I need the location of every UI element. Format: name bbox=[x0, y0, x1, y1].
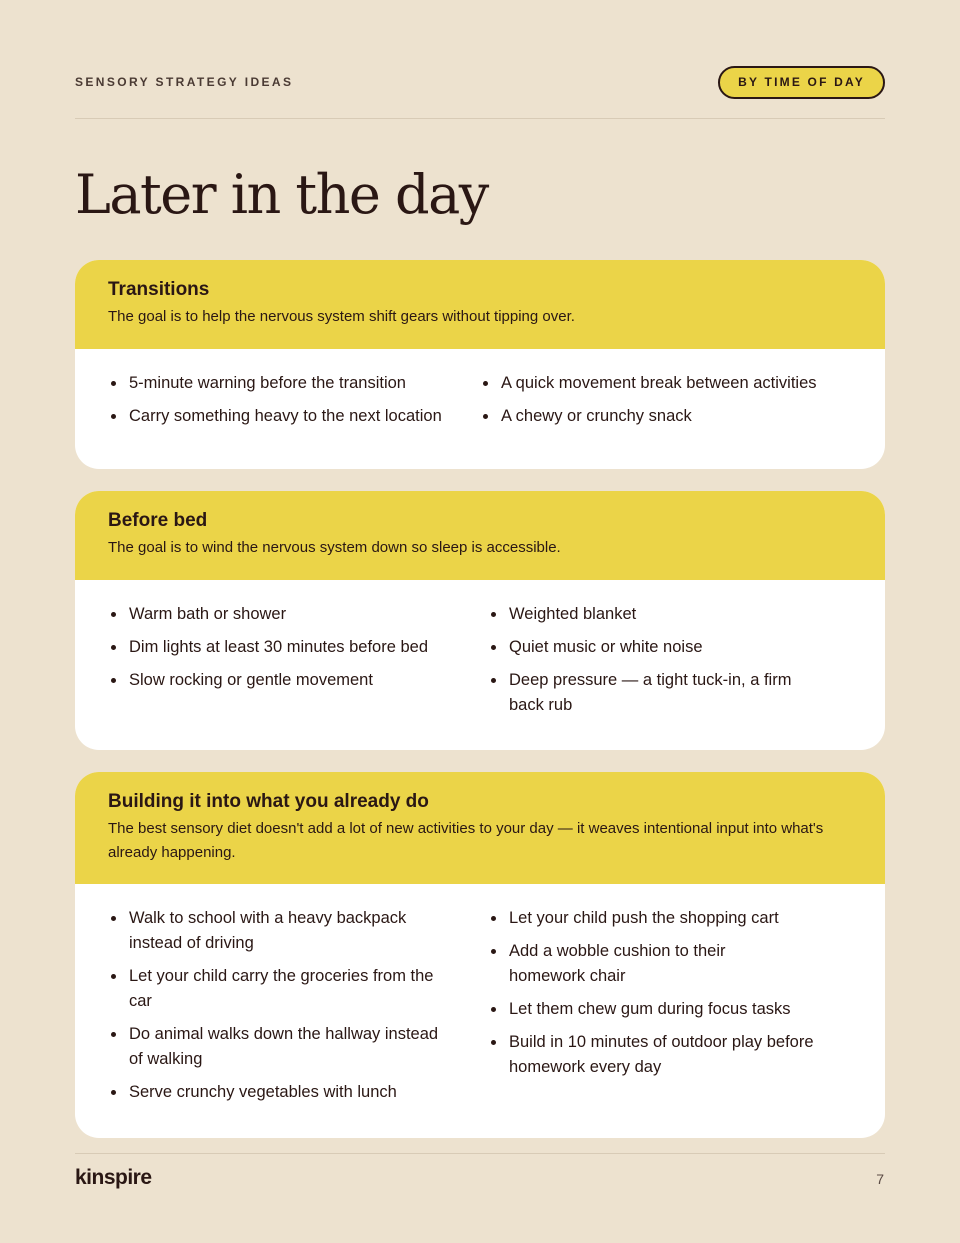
left-column bbox=[108, 371, 480, 437]
section-eyebrow: SENSORY STRATEGY IDEAS bbox=[75, 75, 294, 89]
left-column bbox=[108, 906, 488, 1113]
card-description: The goal is to help the nervous system shift gears without tipping over. bbox=[108, 308, 575, 325]
left-column bbox=[108, 602, 488, 726]
list-item: Let your child push the shopping cart bbox=[488, 906, 833, 931]
card-title: Building it into what you already do bbox=[108, 791, 429, 812]
strategy-columns bbox=[75, 580, 885, 726]
strategy-columns bbox=[75, 884, 885, 1113]
page-header bbox=[75, 64, 885, 100]
list-item: A quick movement break between activities bbox=[480, 371, 852, 396]
building-it-in-card bbox=[75, 772, 885, 1138]
card-description: The best sensory diet doesn't add a lot of new activities to your day — it weaves intentional input into what's already happening. bbox=[108, 820, 824, 861]
list-item: Let them chew gum during focus tasks bbox=[488, 997, 833, 1022]
before-bed-card bbox=[75, 491, 885, 750]
right-column bbox=[488, 602, 818, 726]
list-item: Let your child carry the groceries from the car bbox=[108, 964, 448, 1014]
card-header bbox=[75, 491, 885, 580]
card-description: The goal is to wind the nervous system down so sleep is accessible. bbox=[108, 539, 561, 556]
list-item: Do animal walks down the hallway instead of walking bbox=[108, 1022, 448, 1072]
list-item: A chewy or crunchy snack bbox=[480, 404, 852, 429]
list-item: Deep pressure — a tight tuck-in, a firm back rub bbox=[488, 668, 818, 718]
card-header bbox=[75, 260, 885, 349]
strategy-columns bbox=[75, 349, 885, 437]
right-column bbox=[480, 371, 852, 437]
list-item: Add a wobble cushion to their homework chair bbox=[488, 939, 833, 989]
list-item: Weighted blanket bbox=[488, 602, 818, 627]
right-column bbox=[488, 906, 833, 1113]
page-title: Later in the day bbox=[75, 163, 488, 226]
card-title: Transitions bbox=[108, 279, 210, 300]
list-item: Quiet music or white noise bbox=[488, 635, 818, 660]
card-header bbox=[75, 772, 885, 884]
kinspire-logo: kinspire bbox=[75, 1166, 152, 1189]
page-number: 7 bbox=[876, 1171, 884, 1187]
list-item: Warm bath or shower bbox=[108, 602, 488, 627]
card-title: Before bed bbox=[108, 510, 208, 531]
list-item: Dim lights at least 30 minutes before bed bbox=[108, 635, 488, 660]
footer-divider bbox=[75, 1153, 885, 1154]
transitions-card bbox=[75, 260, 885, 469]
list-item: 5-minute warning before the transition bbox=[108, 371, 480, 396]
time-of-day-badge: BY TIME OF DAY bbox=[718, 66, 885, 99]
header-divider bbox=[75, 118, 885, 119]
list-item: Carry something heavy to the next location bbox=[108, 404, 480, 429]
list-item: Build in 10 minutes of outdoor play before homework every day bbox=[488, 1030, 833, 1080]
list-item: Walk to school with a heavy backpack instead of driving bbox=[108, 906, 448, 956]
list-item: Slow rocking or gentle movement bbox=[108, 668, 488, 693]
list-item: Serve crunchy vegetables with lunch bbox=[108, 1080, 448, 1105]
